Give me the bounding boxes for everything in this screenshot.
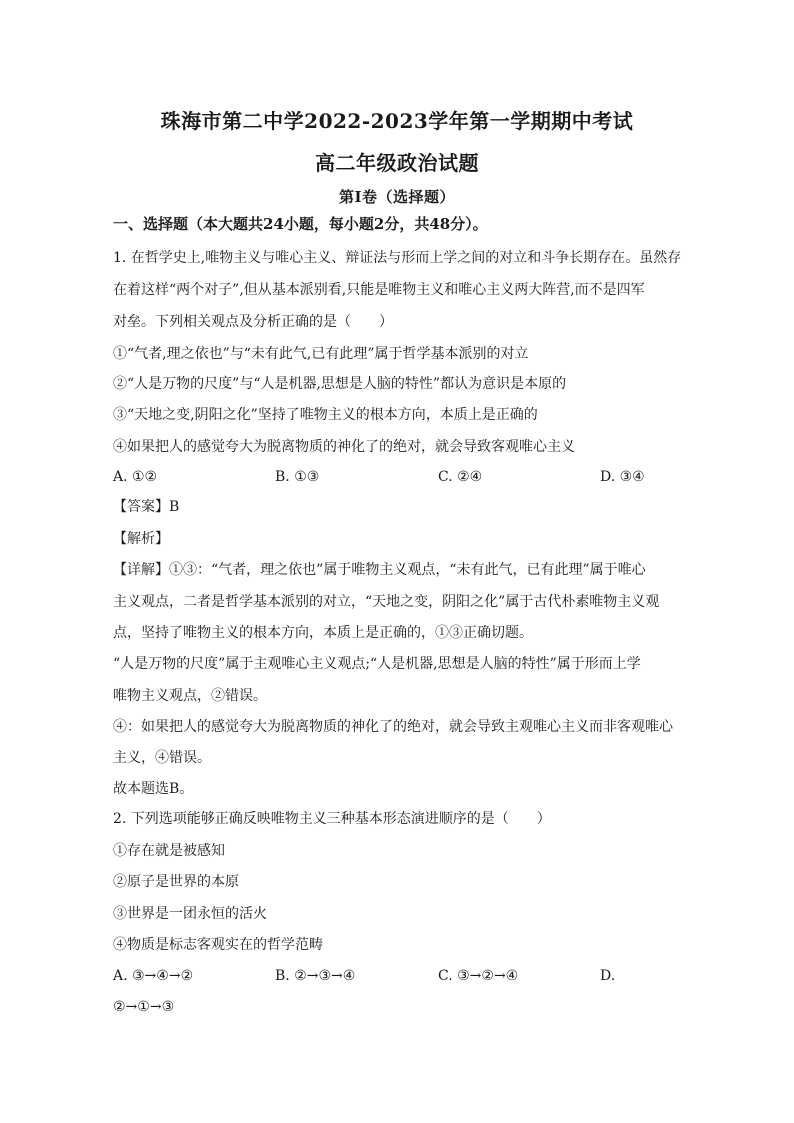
- q1-option-c: C. ②④: [438, 469, 483, 485]
- q1-detail-line-7: 主义，④错误。: [113, 750, 211, 766]
- q1-detail-line-6: ④：如果把人的感觉夸大为脱离物质的神化了的绝对，就会导致主观唯心主义而非客观唯心: [113, 719, 673, 735]
- q1-option-d: D. ③④: [600, 469, 645, 485]
- q1-statement-1: ①“气者,理之依也”与“未有此气,已有此理”属于哲学基本派别的对立: [113, 346, 529, 362]
- q1-analysis-label: 【解析】: [113, 531, 169, 547]
- section-heading: 一、选择题（本大题共24小题，每小题2分，共48分）。: [113, 215, 488, 233]
- exam-title: 珠海市第二中学2022-2023学年第一学期期中考试: [160, 109, 634, 133]
- q1-option-a: A. ①②: [113, 469, 158, 485]
- q2-statement-3: ③世界是一团永恒的活火: [113, 906, 267, 922]
- q1-stem-line-1: 1. 在哲学史上,唯物主义与唯心主义、辩证法与形而上学之间的对立和斗争长期存在。虽然存: [113, 250, 682, 266]
- q2-statement-1: ①存在就是被感知: [113, 843, 225, 859]
- q2-option-d: D.: [600, 968, 616, 984]
- q2-statement-2: ②原子是世界的本原: [113, 874, 239, 890]
- q2-stem: 2. 下列选项能够正确反映唯物主义三种基本形态演进顺序的是（ ）: [113, 811, 551, 827]
- exam-subtitle: 高二年级政治试题: [315, 151, 479, 175]
- q1-detail-line-8: 故本题选B。: [113, 781, 194, 797]
- q2-option-c: C. ③→②→④: [438, 968, 519, 984]
- q1-statement-2: ②“人是万物的尺度”与“人是机器,思想是人脑的特性”都认为意识是本原的: [113, 376, 567, 392]
- q1-answer: 【答案】B: [113, 499, 180, 515]
- q1-detail-line-4: “人是万物的尺度”属于主观唯心主义观点;“人是机器,思想是人脑的特性”属于形而上学: [113, 656, 641, 672]
- q2-option-a: A. ③→④→②: [113, 968, 194, 984]
- q2-option-d-continued: ②→①→③: [113, 999, 175, 1015]
- q1-options: [113, 468, 693, 486]
- q1-option-b: B. ①③: [275, 469, 320, 485]
- q1-detail-line-5: 唯物主义观点，②错误。: [113, 688, 267, 704]
- q1-statement-4: ④如果把人的感觉夸大为脱离物质的神化了的绝对，就会导致客观唯心主义: [113, 439, 575, 455]
- q1-stem-line-2: 在着这样“两个对子”,但从基本派别看,只能是唯物主义和唯心主义两大阵营,而不是四军: [113, 282, 645, 298]
- q2-options: [113, 967, 693, 985]
- volume-title: 第I卷（选择题）: [338, 188, 456, 206]
- q1-detail-line-3: 点，坚持了唯物主义的根本方向，本质上是正确的，①③正确切题。: [113, 625, 533, 641]
- q1-detail-line-2: 主义观点，二者是哲学基本派别的对立，“天地之变，阴阳之化”属于古代朴素唯物主义观: [113, 594, 660, 610]
- q2-option-b: B. ②→③→④: [275, 968, 356, 984]
- q1-detail-line-1: 【详解】①③：“气者，理之依也”属于唯物主义观点，“未有此气，已有此理”属于唯心: [113, 562, 646, 578]
- q1-statement-3: ③“天地之变,阴阳之化”坚持了唯物主义的根本方向，本质上是正确的: [113, 407, 538, 423]
- q1-stem-line-3: 对垒。下列相关观点及分析正确的是（ ）: [113, 314, 393, 330]
- q2-statement-4: ④物质是标志客观实在的哲学范畴: [113, 937, 323, 953]
